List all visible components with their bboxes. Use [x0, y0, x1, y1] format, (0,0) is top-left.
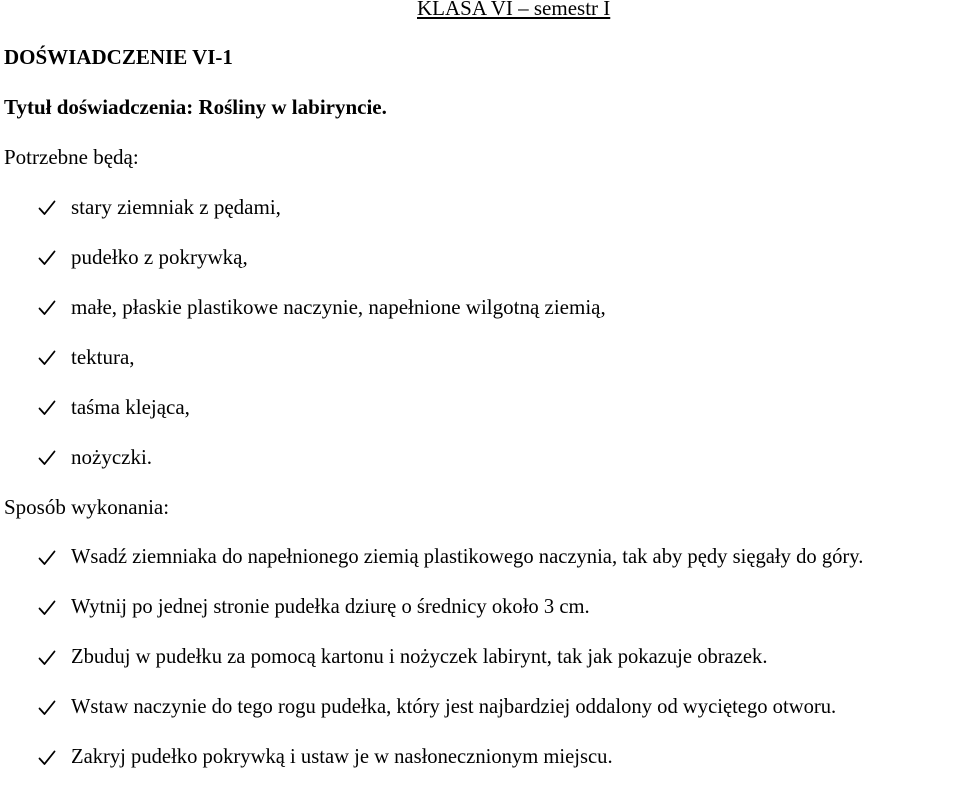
- method-step-text: Wytnij po jednej stronie pudełka dziurę o średnicy około 3 cm.: [71, 596, 590, 618]
- checkmark-icon: [38, 749, 56, 767]
- class-semester-header: KLASA VI – semestr I: [417, 0, 611, 20]
- material-item-text: stary ziemniak z pędami,: [71, 195, 281, 219]
- checkmark-icon: [38, 399, 56, 417]
- checkmark-icon: [38, 599, 56, 617]
- material-item-text: małe, płaskie plastikowe naczynie, napełnione wilgotną ziemią,: [71, 295, 606, 319]
- material-item-text: taśma klejąca,: [71, 395, 190, 419]
- checkmark-icon: [38, 349, 56, 367]
- experiment-id: DOŚWIADCZENIE VI-1: [4, 45, 233, 69]
- method-step-text: Wstaw naczynie do tego rogu pudełka, który jest najbardziej oddalony od wyciętego otworu.: [71, 696, 837, 718]
- checkmark-icon: [38, 649, 56, 667]
- method-step-text: Wsadź ziemniaka do napełnionego ziemią plastikowego naczynia, tak aby pędy sięgały do góry.: [71, 546, 864, 568]
- materials-heading: Potrzebne będą:: [4, 145, 139, 169]
- method-step-text: Zbuduj w pudełku za pomocą kartonu i nożyczek labirynt, tak jak pokazuje obrazek.: [71, 646, 768, 668]
- checkmark-icon: [38, 449, 56, 467]
- checkmark-icon: [38, 299, 56, 317]
- checkmark-icon: [38, 199, 56, 217]
- method-heading: Sposób wykonania:: [4, 495, 170, 519]
- material-item-text: nożyczki.: [71, 445, 153, 469]
- material-item-text: tektura,: [71, 345, 135, 369]
- material-item-text: pudełko z pokrywką,: [71, 245, 248, 269]
- experiment-title: Tytuł doświadczenia: Rośliny w labiryncie.: [4, 95, 387, 119]
- checkmark-icon: [38, 549, 56, 567]
- checkmark-icon: [38, 699, 56, 717]
- method-step-text: Zakryj pudełko pokrywką i ustaw je w nasłonecznionym miejscu.: [71, 746, 613, 768]
- checkmark-icon: [38, 249, 56, 267]
